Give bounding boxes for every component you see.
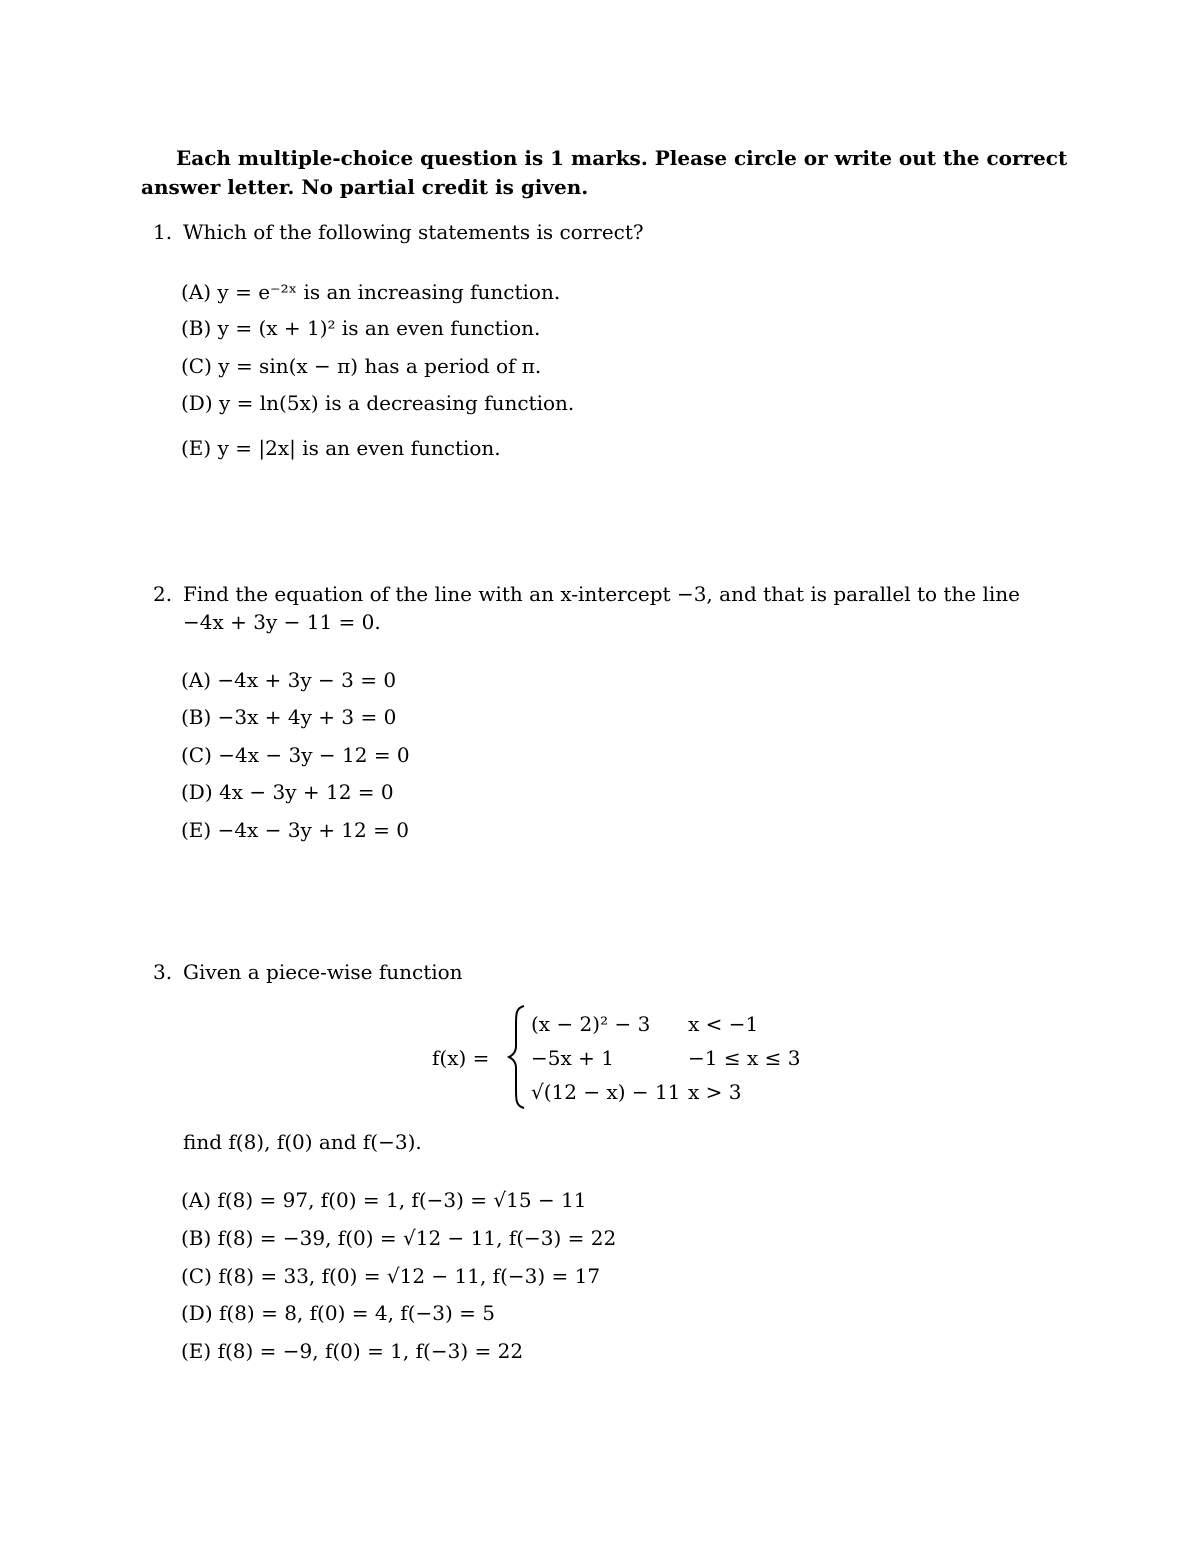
- q2-option-a[interactable]: [181, 667, 396, 693]
- option-letter: (D): [181, 780, 213, 804]
- q1-option-d[interactable]: [181, 390, 574, 416]
- option-text: f(8) = −39, f(0) = √12 − 11, f(−3) = 22: [217, 1226, 617, 1250]
- option-letter: (E): [181, 818, 212, 842]
- option-text: −3x + 4y + 3 = 0: [217, 705, 397, 729]
- piece-3-expr: √(12 − x) − 11: [531, 1080, 681, 1104]
- q3-option-b[interactable]: [181, 1225, 616, 1251]
- option-text: y = ln(5x) is a decreasing function.: [219, 391, 575, 415]
- option-letter: (E): [181, 436, 212, 460]
- option-text: −4x − 3y + 12 = 0: [217, 818, 409, 842]
- option-text: 4x − 3y + 12 = 0: [219, 780, 394, 804]
- piece-1-expr: (x − 2)² − 3: [531, 1012, 651, 1036]
- question-3-prompt: Given a piece-wise function: [183, 960, 463, 984]
- question-3-find: find f(8), f(0) and f(−3).: [183, 1130, 422, 1154]
- question-3-number: 3.: [153, 960, 173, 984]
- question-2-prompt-line-1: Find the equation of the line with an x-intercept −3, and that is parallel to the line: [183, 582, 1021, 606]
- option-letter: (A): [181, 1188, 212, 1212]
- q2-option-b[interactable]: [181, 704, 396, 730]
- option-letter: (E): [181, 1339, 212, 1363]
- option-text: y = e⁻²ˣ is an increasing function.: [217, 280, 561, 304]
- q3-option-a[interactable]: [181, 1187, 587, 1213]
- option-letter: (C): [181, 354, 212, 378]
- q3-option-e[interactable]: [181, 1338, 523, 1364]
- q1-option-c[interactable]: [181, 353, 541, 379]
- question-2-prompt-line-2: −4x + 3y − 11 = 0.: [183, 610, 381, 634]
- q1-option-e[interactable]: [181, 435, 501, 461]
- option-letter: (D): [181, 391, 213, 415]
- option-text: y = (x + 1)² is an even function.: [217, 316, 541, 340]
- q2-option-c[interactable]: [181, 742, 410, 768]
- question-2-number: 2.: [153, 582, 173, 606]
- q2-option-e[interactable]: [181, 817, 409, 843]
- option-text: f(8) = −9, f(0) = 1, f(−3) = 22: [217, 1339, 524, 1363]
- option-letter: (B): [181, 316, 212, 340]
- q2-option-d[interactable]: [181, 779, 394, 805]
- left-brace-icon: [506, 1004, 528, 1110]
- left-brace: [506, 1004, 528, 1110]
- piece-2-expr: −5x + 1: [531, 1046, 614, 1070]
- function-lhs: f(x) =: [432, 1046, 490, 1070]
- option-text: f(8) = 33, f(0) = √12 − 11, f(−3) = 17: [218, 1264, 601, 1288]
- option-text: f(8) = 97, f(0) = 1, f(−3) = √15 − 11: [217, 1188, 587, 1212]
- question-1-number: 1.: [153, 220, 173, 244]
- piece-2-cond: −1 ≤ x ≤ 3: [688, 1046, 801, 1070]
- q3-option-d[interactable]: [181, 1300, 495, 1326]
- option-letter: (A): [181, 668, 212, 692]
- instructions-line-1: Each multiple-choice question is 1 marks. Please circle or write out the correct: [176, 146, 1068, 170]
- question-1-prompt: Which of the following statements is correct?: [183, 220, 644, 244]
- option-letter: (A): [181, 280, 212, 304]
- option-letter: (B): [181, 705, 212, 729]
- piece-3-cond: x > 3: [688, 1080, 742, 1104]
- option-letter: (C): [181, 743, 212, 767]
- option-text: y = |2x| is an even function.: [217, 436, 501, 460]
- option-text: f(8) = 8, f(0) = 4, f(−3) = 5: [219, 1301, 495, 1325]
- option-text: −4x − 3y − 12 = 0: [218, 743, 410, 767]
- option-text: y = sin(x − π) has a period of π.: [218, 354, 542, 378]
- piece-1-cond: x < −1: [688, 1012, 759, 1036]
- q1-option-a[interactable]: [181, 279, 560, 305]
- option-letter: (B): [181, 1226, 212, 1250]
- option-letter: (C): [181, 1264, 212, 1288]
- q3-option-c[interactable]: [181, 1263, 600, 1289]
- option-text: −4x + 3y − 3 = 0: [217, 668, 397, 692]
- instructions-line-2: answer letter. No partial credit is given.: [141, 175, 589, 199]
- option-letter: (D): [181, 1301, 213, 1325]
- q1-option-b[interactable]: [181, 315, 540, 341]
